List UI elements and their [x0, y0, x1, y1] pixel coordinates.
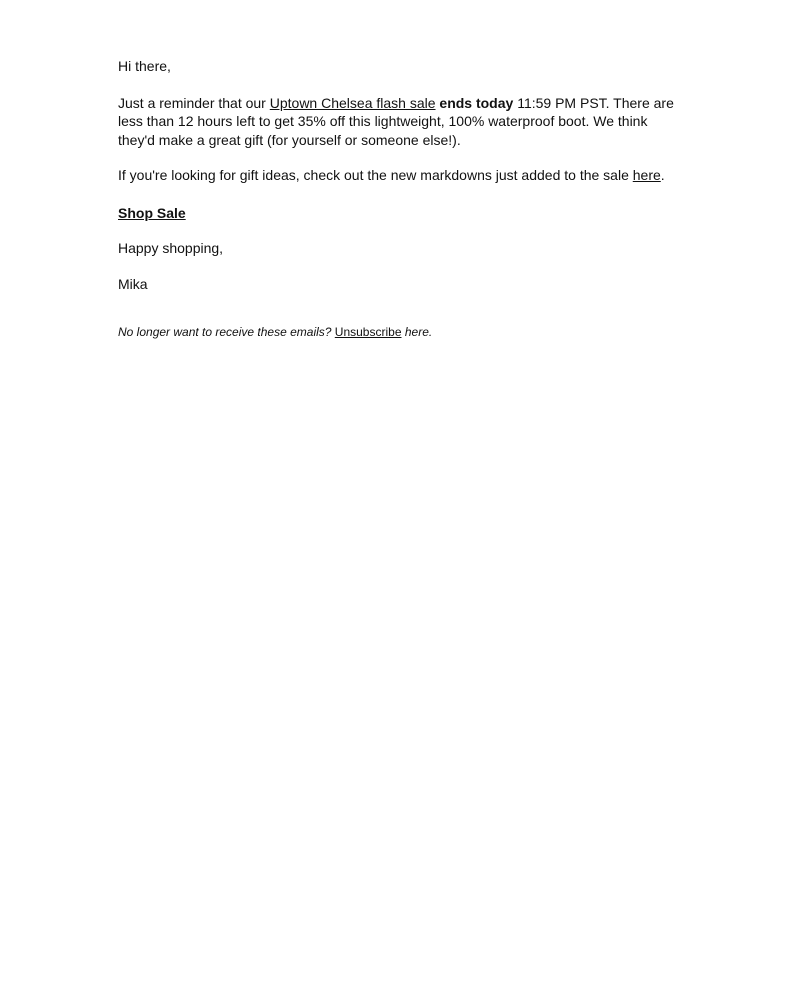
unsubscribe-footer: [118, 324, 680, 340]
gift-ideas-period: .: [660, 167, 665, 183]
closing-line: Happy shopping,: [118, 240, 224, 256]
markdowns-here-link[interactable]: here: [632, 167, 661, 183]
reminder-intro: Just a reminder that our: [118, 94, 270, 111]
gift-ideas-paragraph: [118, 166, 680, 185]
unsubscribe-link[interactable]: Unsubscribe: [334, 325, 402, 339]
reminder-details: 11:59 PM PST. There are less than 12 hours left to get 35% off this lightweight, 100% waterproof boot. We think they'd make a great gift (for yourself or someone else!).: [118, 94, 674, 148]
shop-sale-link[interactable]: Shop Sale: [118, 204, 186, 221]
shop-sale-line: [118, 204, 680, 223]
gift-ideas-text: If you're looking for gift ideas, check out the new markdowns just added to the sale: [118, 167, 633, 183]
footer-text: No longer want to receive these emails?: [118, 325, 332, 339]
footer-end: here.: [404, 325, 433, 339]
sale-reminder-paragraph: [118, 94, 680, 150]
greeting: Hi there,: [118, 58, 171, 74]
email-body: [118, 57, 680, 340]
ends-today-emphasis: ends today: [439, 94, 514, 111]
signature: Mika: [118, 275, 148, 292]
uptown-chelsea-sale-link[interactable]: Uptown Chelsea flash sale: [269, 94, 436, 111]
